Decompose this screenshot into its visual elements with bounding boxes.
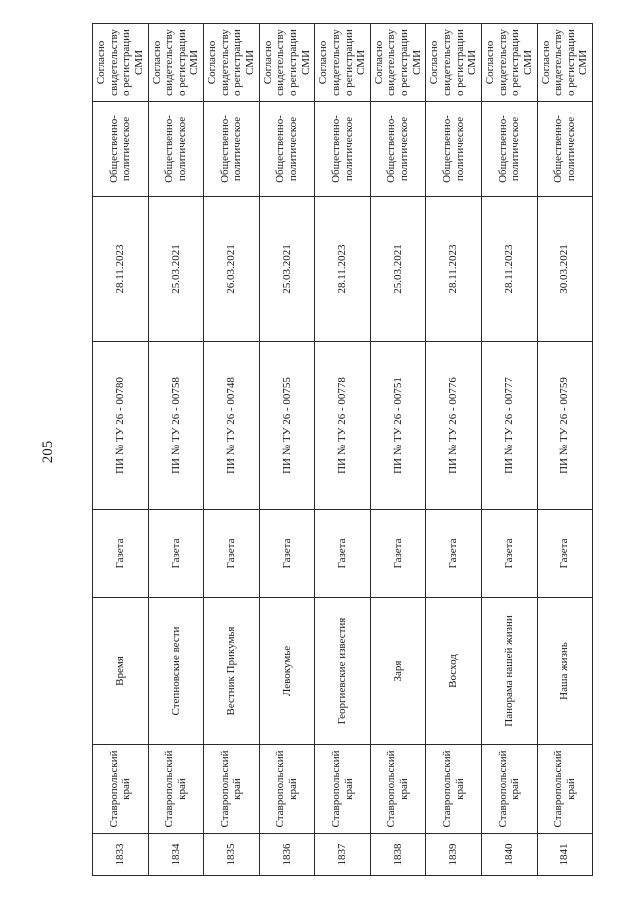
table-row xyxy=(204,24,260,876)
registry-table-container xyxy=(92,24,590,876)
specialization-cell: Общественно-политическое xyxy=(481,102,537,197)
registration-date-cell: 26.03.2021 xyxy=(204,197,260,342)
registration-date-cell: 25.03.2021 xyxy=(259,197,315,342)
note-cell: Согласно свидетельству о регистрации СМИ xyxy=(426,24,482,102)
region-cell: Ставропольский край xyxy=(93,745,149,834)
row-number-cell: 1833 xyxy=(93,834,149,876)
media-type-cell: Газета xyxy=(537,510,593,598)
registration-number-cell: ПИ № ТУ 26 - 00777 xyxy=(481,342,537,510)
media-name-cell: Вестник Прикумья xyxy=(204,598,260,745)
table-row xyxy=(370,24,426,876)
media-type-cell: Газета xyxy=(481,510,537,598)
page-number: 205 xyxy=(40,440,56,464)
registration-number-cell: ПИ № ТУ 26 - 00778 xyxy=(315,342,371,510)
registration-number-cell: ПИ № ТУ 26 - 00776 xyxy=(426,342,482,510)
table-row xyxy=(537,24,593,876)
row-number-cell: 1840 xyxy=(481,834,537,876)
table-row xyxy=(426,24,482,876)
specialization-cell: Общественно-политическое xyxy=(537,102,593,197)
region-cell: Ставропольский край xyxy=(370,745,426,834)
registration-number-cell: ПИ № ТУ 26 - 00759 xyxy=(537,342,593,510)
registration-number-cell: ПИ № ТУ 26 - 00758 xyxy=(148,342,204,510)
media-name-cell: Панорама нашей жизни xyxy=(481,598,537,745)
row-number-cell: 1837 xyxy=(315,834,371,876)
registration-date-cell: 30.03.2021 xyxy=(537,197,593,342)
media-type-cell: Газета xyxy=(426,510,482,598)
registration-date-cell: 28.11.2023 xyxy=(481,197,537,342)
specialization-cell: Общественно-политическое xyxy=(148,102,204,197)
media-name-cell: Восход xyxy=(426,598,482,745)
media-name-cell: Заря xyxy=(370,598,426,745)
registration-date-cell: 28.11.2023 xyxy=(426,197,482,342)
registration-date-cell: 25.03.2021 xyxy=(148,197,204,342)
row-number-cell: 1841 xyxy=(537,834,593,876)
media-name-cell: Левокумье xyxy=(259,598,315,745)
media-registry-table xyxy=(92,23,593,876)
region-cell: Ставропольский край xyxy=(315,745,371,834)
specialization-cell: Общественно-политическое xyxy=(259,102,315,197)
region-cell: Ставропольский край xyxy=(259,745,315,834)
media-type-cell: Газета xyxy=(204,510,260,598)
registration-date-cell: 28.11.2023 xyxy=(315,197,371,342)
specialization-cell: Общественно-политическое xyxy=(426,102,482,197)
note-cell: Согласно свидетельству о регистрации СМИ xyxy=(148,24,204,102)
row-number-cell: 1834 xyxy=(148,834,204,876)
note-cell: Согласно свидетельству о регистрации СМИ xyxy=(315,24,371,102)
specialization-cell: Общественно-политическое xyxy=(93,102,149,197)
media-name-cell: Степновские вести xyxy=(148,598,204,745)
region-cell: Ставропольский край xyxy=(481,745,537,834)
note-cell: Согласно свидетельству о регистрации СМИ xyxy=(93,24,149,102)
row-number-cell: 1839 xyxy=(426,834,482,876)
registration-number-cell: ПИ № ТУ 26 - 00751 xyxy=(370,342,426,510)
media-type-cell: Газета xyxy=(259,510,315,598)
media-type-cell: Газета xyxy=(370,510,426,598)
row-number-cell: 1836 xyxy=(259,834,315,876)
table-row xyxy=(315,24,371,876)
media-type-cell: Газета xyxy=(93,510,149,598)
registration-number-cell: ПИ № ТУ 26 - 00755 xyxy=(259,342,315,510)
region-cell: Ставропольский край xyxy=(148,745,204,834)
note-cell: Согласно свидетельству о регистрации СМИ xyxy=(370,24,426,102)
registration-number-cell: ПИ № ТУ 26 - 00780 xyxy=(93,342,149,510)
region-cell: Ставропольский край xyxy=(537,745,593,834)
specialization-cell: Общественно-политическое xyxy=(315,102,371,197)
media-name-cell: Время xyxy=(93,598,149,745)
media-type-cell: Газета xyxy=(148,510,204,598)
registration-date-cell: 25.03.2021 xyxy=(370,197,426,342)
media-type-cell: Газета xyxy=(315,510,371,598)
region-cell: Ставропольский край xyxy=(204,745,260,834)
region-cell: Ставропольский край xyxy=(426,745,482,834)
media-name-cell: Георгиевские известия xyxy=(315,598,371,745)
media-name-cell: Наша жизнь xyxy=(537,598,593,745)
note-cell: Согласно свидетельству о регистрации СМИ xyxy=(204,24,260,102)
table-row xyxy=(148,24,204,876)
note-cell: Согласно свидетельству о регистрации СМИ xyxy=(481,24,537,102)
registration-date-cell: 28.11.2023 xyxy=(93,197,149,342)
registration-number-cell: ПИ № ТУ 26 - 00748 xyxy=(204,342,260,510)
note-cell: Согласно свидетельству о регистрации СМИ xyxy=(259,24,315,102)
table-row xyxy=(93,24,149,876)
row-number-cell: 1835 xyxy=(204,834,260,876)
table-row xyxy=(481,24,537,876)
table-row xyxy=(259,24,315,876)
specialization-cell: Общественно-политическое xyxy=(370,102,426,197)
row-number-cell: 1838 xyxy=(370,834,426,876)
specialization-cell: Общественно-политическое xyxy=(204,102,260,197)
note-cell: Согласно свидетельству о регистрации СМИ xyxy=(537,24,593,102)
